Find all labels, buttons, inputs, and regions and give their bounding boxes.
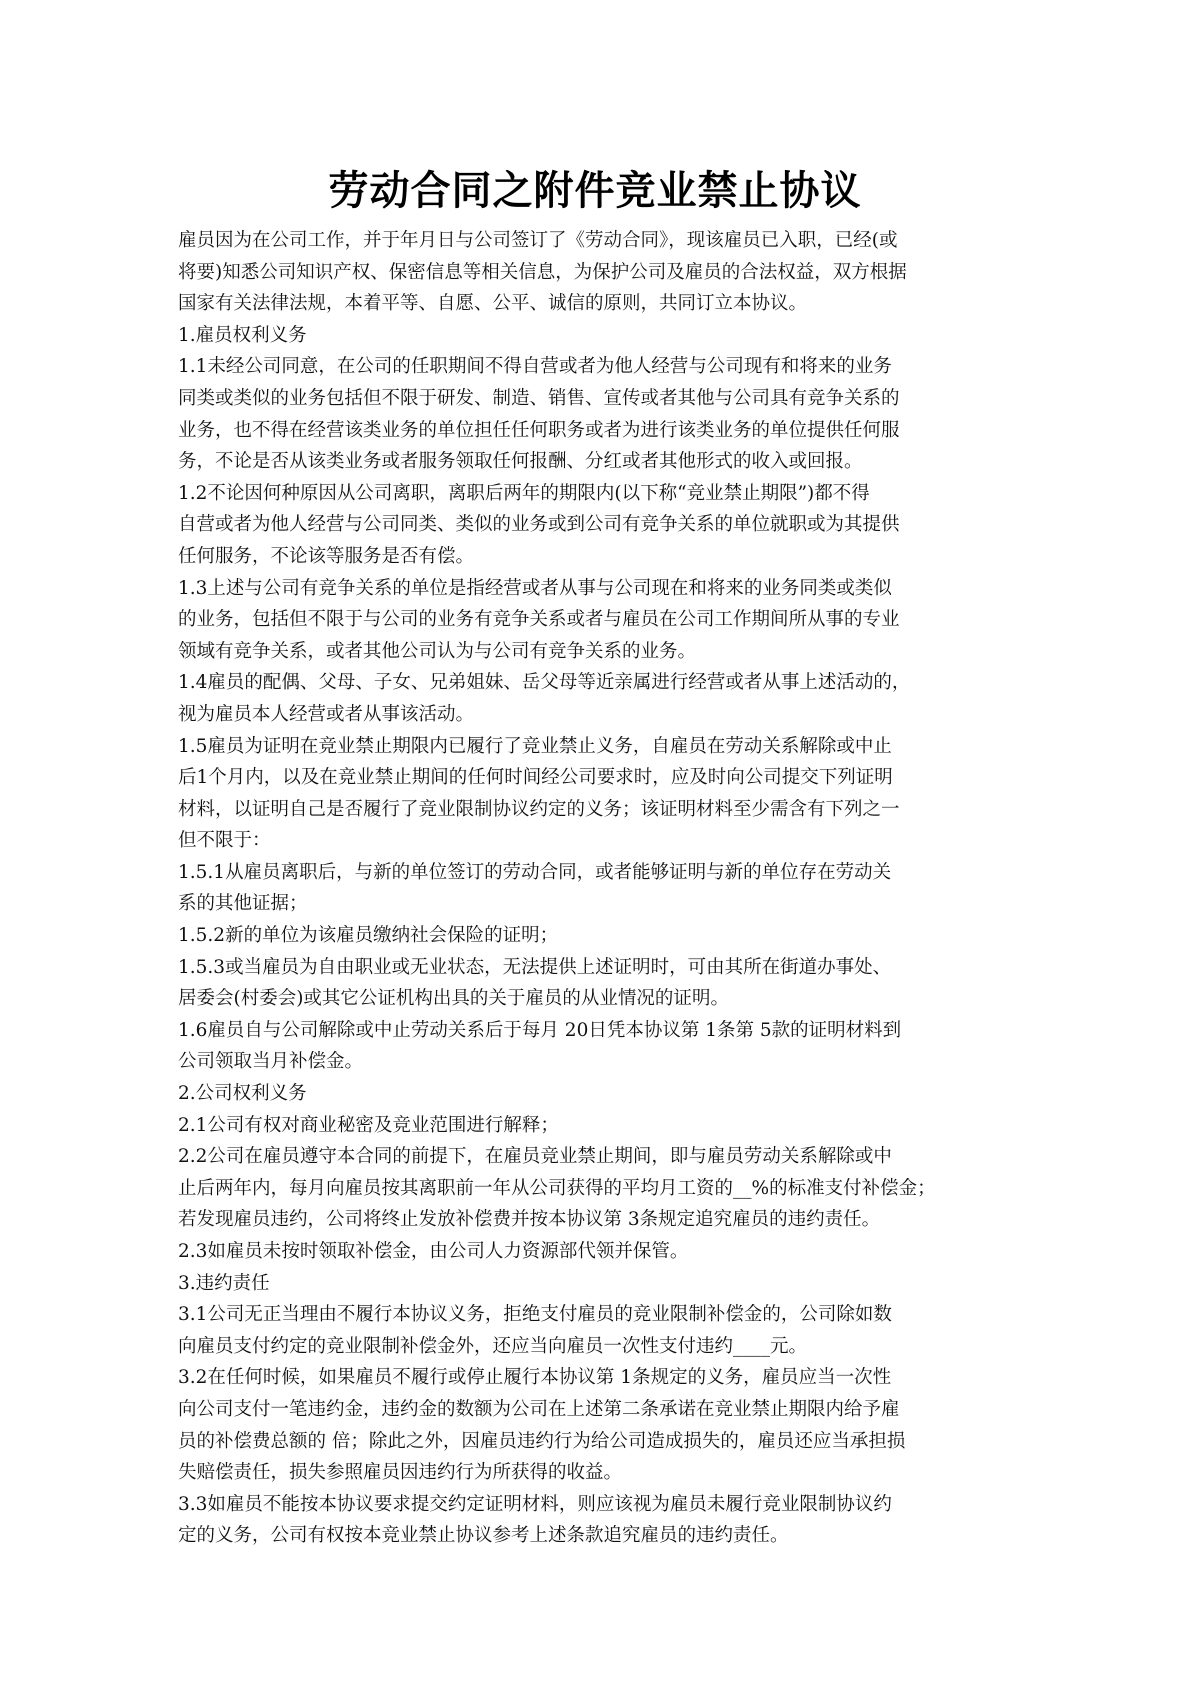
text-line: 1.雇员权利义务 <box>178 324 307 346</box>
text-line: 3.1公司无正当理由不履行本协议义务，拒绝支付雇员的竞业限制补偿金的，公司除如数 <box>178 1304 892 1326</box>
text-line: 系的其他证据； <box>178 893 308 915</box>
text-line: 但不限于： <box>178 830 271 852</box>
text-line: 定的义务，公司有权按本竞业禁止协议参考上述条款追究雇员的违约责任。 <box>178 1525 789 1547</box>
text-line: 国家有关法律法规，本着平等、自愿、公平、诚信的原则，共同订立本协议。 <box>178 293 808 315</box>
text-line: 1.3上述与公司有竞争关系的单位是指经营或者从事与公司现在和将来的业务同类或类似 <box>178 577 892 599</box>
text-line: 1.5.1从雇员离职后，与新的单位签订的劳动合同，或者能够证明与新的单位存在劳动关 <box>178 861 892 883</box>
text-line: 公司领取当月补偿金。 <box>178 1051 364 1073</box>
text-line: 员的补偿费总额的 倍；除此之外，因雇员违约行为给公司造成损失的，雇员还应当承担损 <box>178 1430 906 1452</box>
text-line: 同类或类似的业务包括但不限于研发、制造、销售、宣传或者其他与公司具有竞争关系的 <box>178 387 900 409</box>
text-line: 任何服务，不论该等服务是否有偿。 <box>178 545 475 567</box>
text-line: 若发现雇员违约，公司将终止发放补偿费并按本协议第 3条规定追究雇员的违约责任。 <box>178 1209 881 1231</box>
text-line: 材料，以证明自己是否履行了竞业限制协议约定的义务；该证明材料至少需含有下列之一 <box>178 798 900 820</box>
text-line: 将要)知悉公司知识产权、保密信息等相关信息，为保护公司及雇员的合法权益，双方根据 <box>178 261 907 283</box>
text-line: 向雇员支付约定的竞业限制补偿金外，还应当向雇员一次性支付违约____元。 <box>178 1335 808 1357</box>
text-line: 2.公司权利义务 <box>178 1083 307 1105</box>
text-line: 3.2在任何时候，如果雇员不履行或停止履行本协议第 1条规定的义务，雇员应当一次性 <box>178 1367 892 1389</box>
text-line: 领域有竞争关系，或者其他公司认为与公司有竞争关系的业务。 <box>178 640 697 662</box>
text-line: 2.2公司在雇员遵守本合同的前提下，在雇员竞业禁止期间，即与雇员劳动关系解除或中 <box>178 1146 892 1168</box>
text-line: 务，不论是否从该类业务或者服务领取任何报酬、分红或者其他形式的收入或回报。 <box>178 451 863 473</box>
text-line: 1.5.3或当雇员为自由职业或无业状态，无法提供上述证明时，可由其所在街道办事处、 <box>178 956 892 978</box>
text-line: 后1个月内，以及在竞业禁止期间的任何时间经公司要求时，应及时向公司提交下列证明 <box>178 767 893 789</box>
document-body <box>178 225 1038 1552</box>
text-line: 1.1未经公司同意，在公司的任职期间不得自营或者为他人经营与公司现有和将来的业务 <box>178 356 892 378</box>
text-line: 居委会(村委会)或其它公证机构出具的关于雇员的从业情况的证明。 <box>178 988 729 1010</box>
text-line: 1.4雇员的配偶、父母、子女、兄弟姐妹、岳父母等近亲属进行经营或者从事上述活动的， <box>178 672 911 694</box>
text-line: 视为雇员本人经营或者从事该活动。 <box>178 703 475 725</box>
document-title: 劳动合同之附件竞业禁止协议 <box>328 168 862 214</box>
text-line: 止后两年内，每月向雇员按其离职前一年从公司获得的平均月工资的__%的标准支付补偿金； <box>178 1177 936 1199</box>
text-line: 3.3如雇员不能按本协议要求提交约定证明材料，则应该视为雇员未履行竞业限制协议约 <box>178 1493 892 1515</box>
text-line: 1.2不论因何种原因从公司离职，离职后两年的期限内(以下称“竞业禁止期限”)都不得 <box>178 482 870 504</box>
text-line: 雇员因为在公司工作，并于年月日与公司签订了《劳动合同》，现该雇员已入职，已经(或 <box>178 230 898 251</box>
text-line: 向公司支付一笔违约金，违约金的数额为公司在上述第二条承诺在竞业禁止期限内给予雇 <box>178 1398 900 1420</box>
text-line: 失赔偿责任，损失参照雇员因违约行为所获得的收益。 <box>178 1462 623 1484</box>
text-line: 1.6雇员自与公司解除或中止劳动关系后于每月 20日凭本协议第 1条第 5款的证明材料到 <box>178 1019 902 1041</box>
text-line: 1.5.2新的单位为该雇员缴纳社会保险的证明； <box>178 925 559 947</box>
text-line: 的业务，包括但不限于与公司的业务有竞争关系或者与雇员在公司工作期间所从事的专业 <box>178 609 900 631</box>
text-line: 业务，也不得在经营该类业务的单位担任任何职务或者为进行该类业务的单位提供任何服 <box>178 419 900 441</box>
text-line: 3.违约责任 <box>178 1272 270 1294</box>
text-line: 2.3如雇员未按时领取补偿金，由公司人力资源部代领并保管。 <box>178 1241 689 1262</box>
text-line: 1.5雇员为证明在竞业禁止期限内已履行了竞业禁止义务，自雇员在劳动关系解除或中止 <box>178 735 892 757</box>
text-line: 2.1公司有权对商业秘密及竞业范围进行解释； <box>178 1114 559 1136</box>
text-line: 自营或者为他人经营与公司同类、类似的业务或到公司有竞争关系的单位就职或为其提供 <box>178 514 900 536</box>
